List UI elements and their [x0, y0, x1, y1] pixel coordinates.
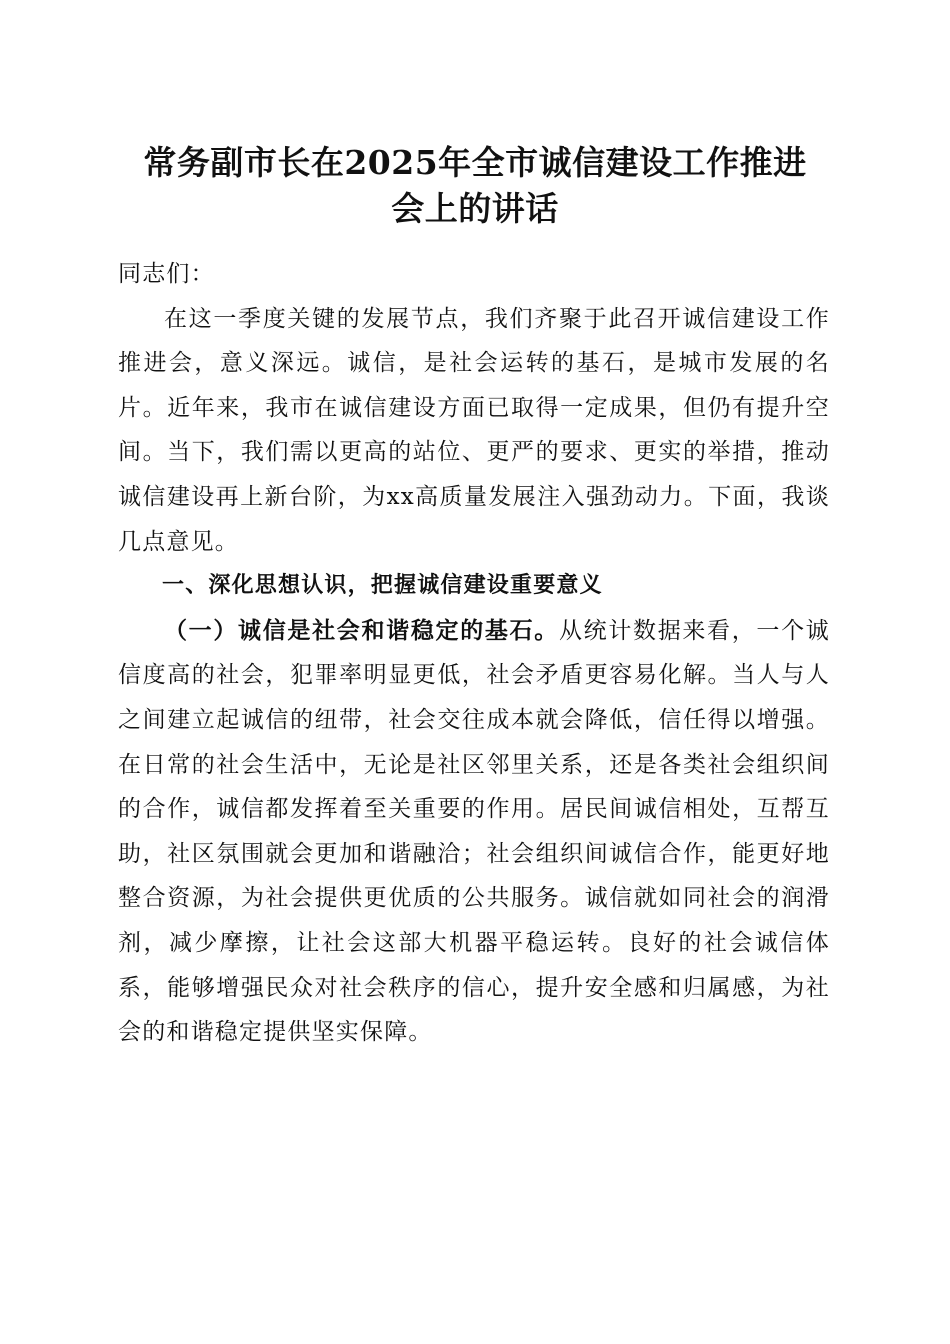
intro-paragraph: 在这一季度关键的发展节点，我们齐聚于此召开诚信建设工作推进会，意义深远。诚信，是社会运转的基石，是城市发展的名片。近年来，我市在诚信建设方面已取得一定成果，但仍有提升空间。当下，我们需以更高的站位、更严的要求、更实的举措，推动诚信建设再上新台阶，为xx高质量发展注入强劲动力。下面，我谈几点意见。	[118, 305, 830, 555]
subsection-paragraph-1	[118, 609, 830, 1055]
document-title	[100, 140, 850, 232]
greeting: 同志们：	[118, 261, 215, 287]
section-heading-1: 一、深化思想认识，把握诚信建设重要意义	[162, 573, 603, 599]
subsection-body-1: 从统计数据来看，一个诚信度高的社会，犯罪率明显更低，社会矛盾更容易化解。当人与人之间建立起诚信的纽带，社会交往成本就会降低，信任得以增强。在日常的社会生活中，无论是社区邻里关系，还是各类社会组织间的合作，诚信都发挥着至关重要的作用。居民间诚信相处，互帮互助，社区氛围就会更加和谐融洽；社会组织间诚信合作，能更好地整合资源，为社会提供更优质的公共服务。诚信就如同社会的润滑剂，减少摩擦，让社会这部大机器平稳运转。良好的社会诚信体系，能够增强民众对社会秩序的信心，提升安全感和归属感，为社会的和谐稳定提供坚实保障。	[118, 617, 830, 1046]
title-line-2: 会上的讲话	[391, 189, 559, 228]
subsection-lead-1: （一）诚信是社会和谐稳定的基石。	[164, 616, 559, 644]
title-line-1: 常务副市长在2025年全市诚信建设工作推进	[143, 143, 807, 182]
document-body	[118, 252, 830, 1055]
